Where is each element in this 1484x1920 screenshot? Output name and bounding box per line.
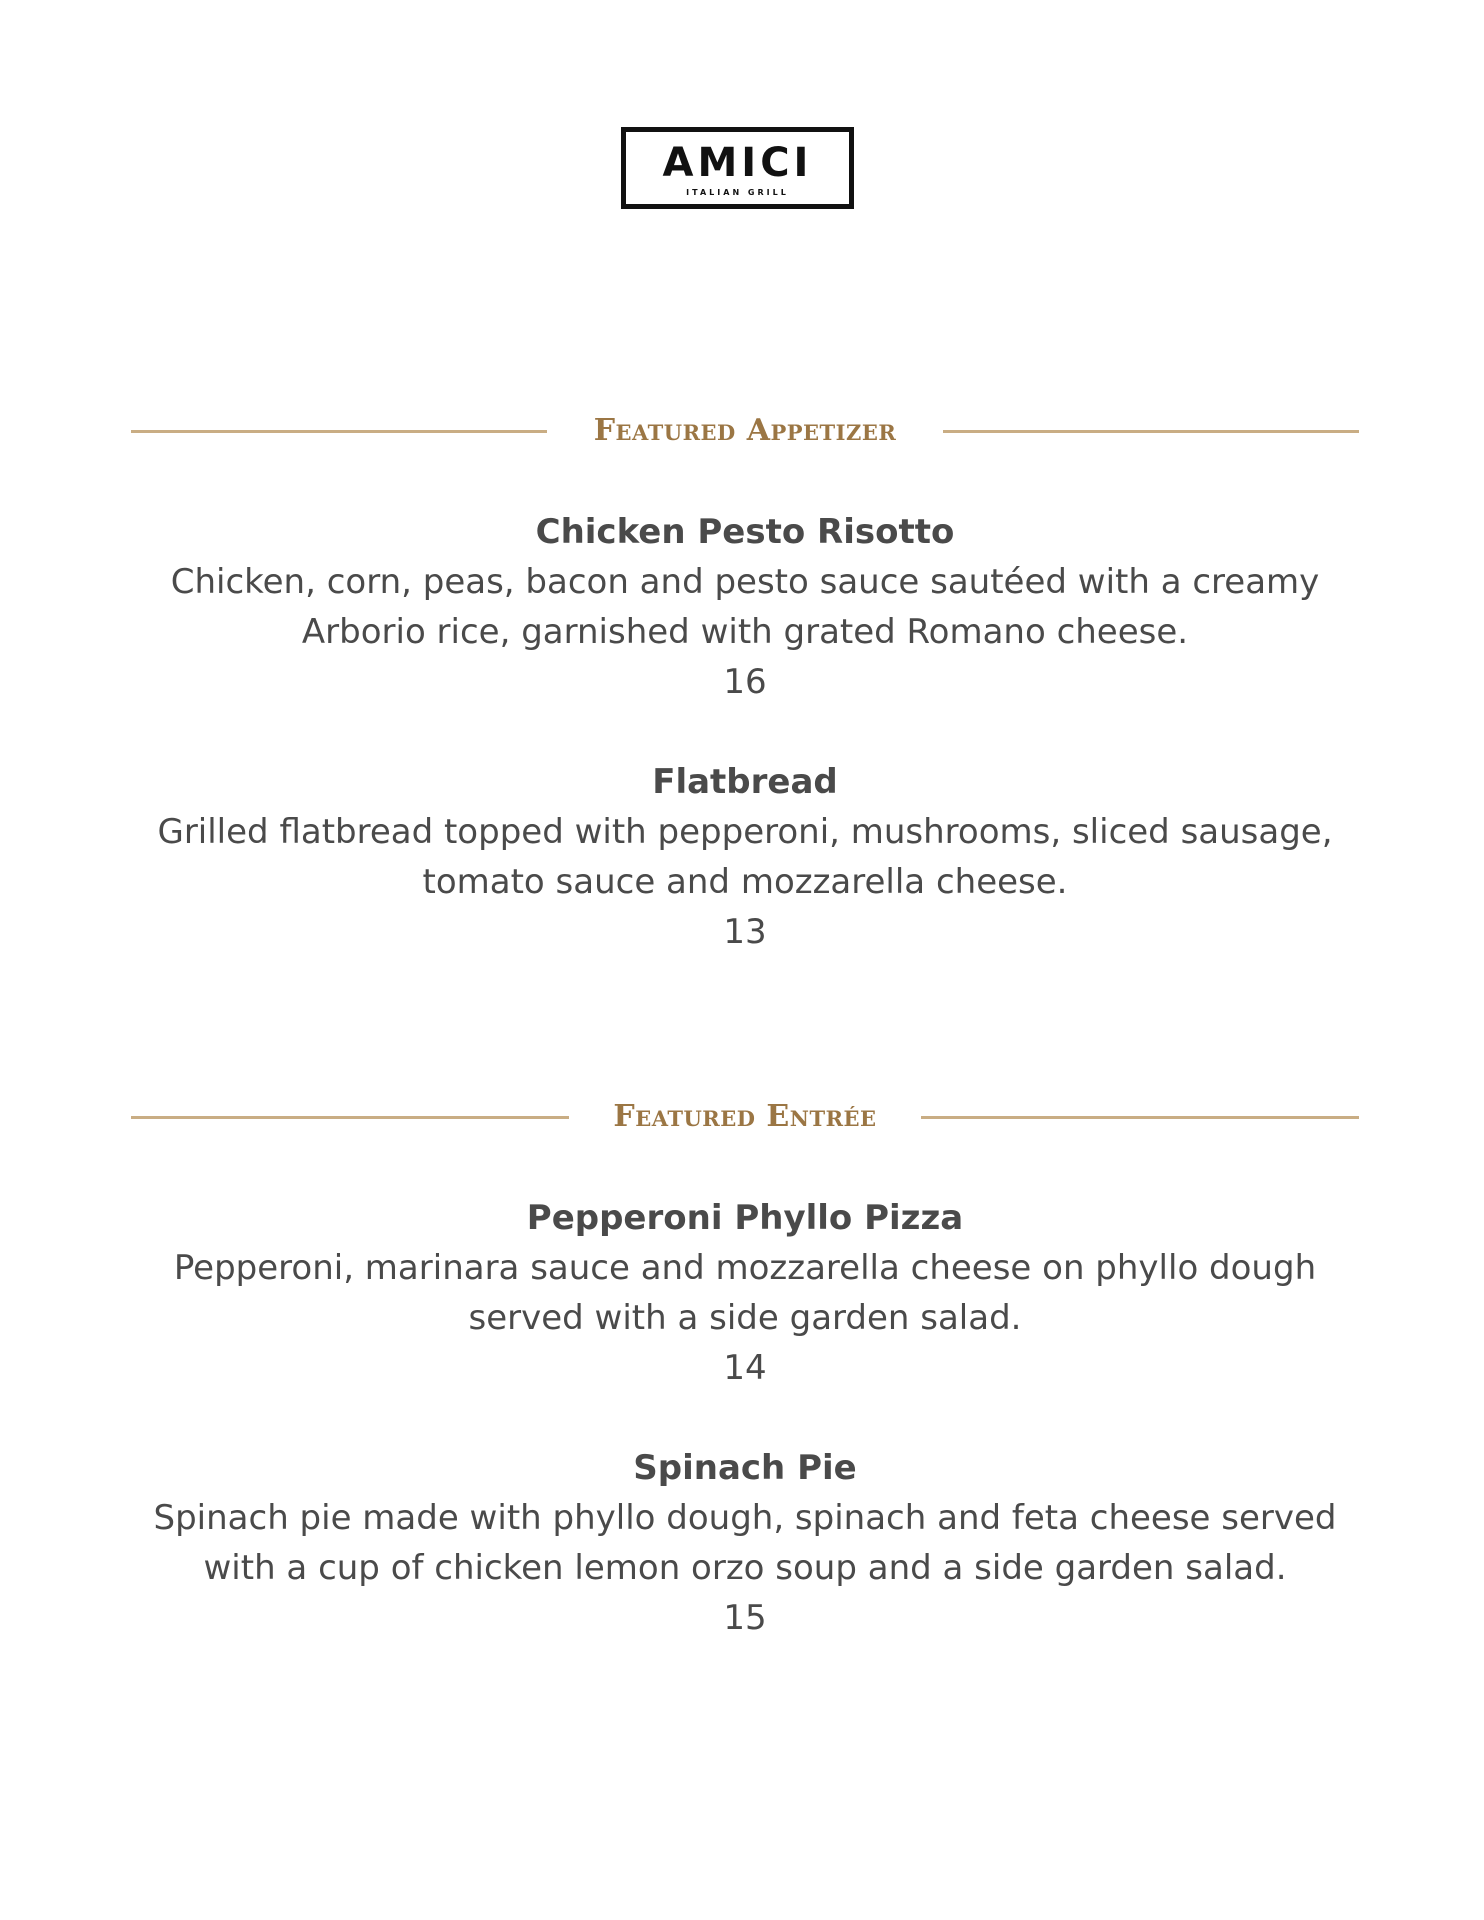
item-description-line: Chicken, corn, peas, bacon and pesto sauce sautéed with a creamy <box>170 562 1320 602</box>
header-rule-right <box>921 1116 1359 1119</box>
header-rule-right <box>943 430 1359 433</box>
menu-item <box>131 507 1359 707</box>
item-price: 15 <box>723 1598 767 1638</box>
menu-item <box>131 757 1359 957</box>
section-heading: Featured Entrée <box>613 1099 877 1134</box>
item-price: 13 <box>723 912 767 952</box>
menu-item <box>131 1193 1359 1393</box>
section-header-entree <box>131 1097 1359 1137</box>
amici-logo <box>621 127 854 209</box>
item-description-line: Spinach pie made with phyllo dough, spinach and feta cheese served <box>153 1498 1337 1538</box>
item-name: Spinach Pie <box>633 1448 857 1488</box>
item-description-line: Arborio rice, garnished with grated Romano cheese. <box>301 612 1189 652</box>
item-description-line: Pepperoni, marinara sauce and mozzarella cheese on phyllo dough <box>173 1248 1317 1288</box>
item-name: Chicken Pesto Risotto <box>535 512 955 552</box>
logo-name: AMICI <box>662 140 813 186</box>
section-header-appetizer <box>131 411 1359 451</box>
logo-tagline: ITALIAN GRILL <box>686 188 789 197</box>
item-name: Pepperoni Phyllo Pizza <box>526 1198 964 1238</box>
section-heading: Featured Appetizer <box>593 413 897 448</box>
item-price: 16 <box>723 662 767 702</box>
menu-item <box>131 1443 1359 1643</box>
item-description-line: Grilled flatbread topped with pepperoni, mushrooms, sliced sausage, <box>157 812 1333 852</box>
item-name: Flatbread <box>652 762 838 802</box>
item-description-line: served with a side garden salad. <box>468 1298 1022 1338</box>
item-description-line: with a cup of chicken lemon orzo soup and a side garden salad. <box>203 1548 1287 1588</box>
item-description-line: tomato sauce and mozzarella cheese. <box>422 862 1068 902</box>
item-price: 14 <box>723 1348 767 1388</box>
